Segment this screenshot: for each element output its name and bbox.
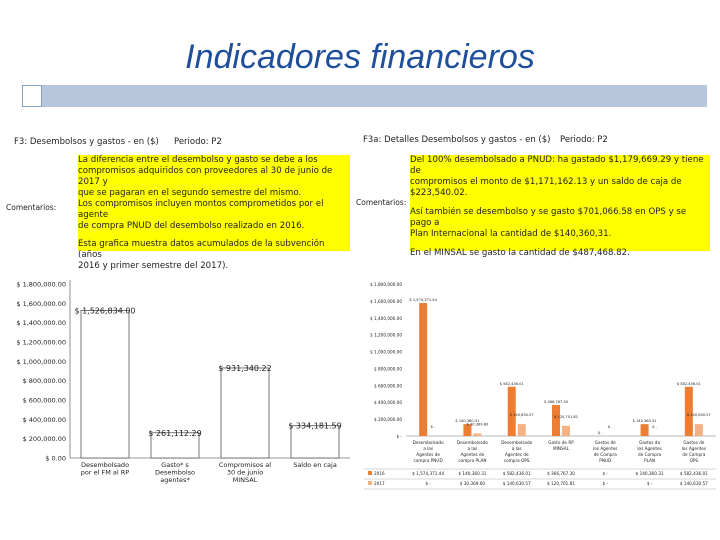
legend-swatch	[368, 471, 372, 475]
data-label: $ -	[430, 425, 436, 429]
x-tick-label: Saldo en caja	[293, 461, 337, 469]
x-tick-label: PNUD	[599, 458, 612, 463]
x-tick-label: a las	[467, 446, 478, 451]
x-tick-label: Agentes de	[504, 452, 529, 457]
left-period: Periodo: P2	[174, 137, 222, 147]
data-label: $ 261,112.29	[148, 428, 202, 438]
data-label: $ 30,369.60	[466, 422, 489, 427]
data-label: $ 931,340.22	[218, 363, 272, 373]
page-title: Indicadores financieros	[185, 38, 535, 76]
comment-line: compromisos el monto de $1,171,162.13 y un saldo de caja de	[410, 177, 682, 187]
y-tick-label: $ -	[396, 434, 402, 439]
bar	[695, 424, 703, 436]
comment-line: $223,540.02.	[410, 188, 468, 198]
x-tick-label: 30 de junio	[226, 468, 264, 477]
x-tick-label: MINSAL	[553, 446, 569, 451]
data-label: $ -	[652, 425, 657, 429]
x-tick-label: Gastos de	[683, 440, 705, 445]
x-tick-label: MINSAL	[232, 476, 258, 484]
data-label: $ 140,360.31	[632, 419, 657, 424]
bar	[473, 433, 481, 436]
comment-line: Los compromisos incluyen montos comprometidos por el agente	[78, 199, 324, 220]
bar	[685, 387, 693, 436]
table-cell: $ 120,701.81	[547, 481, 575, 486]
data-label: $ 582,436.01	[676, 381, 701, 386]
y-tick-label: $ 1,200,000.00	[370, 332, 402, 338]
data-label: $ 366,767.30	[543, 400, 569, 405]
y-tick-label: $ 1,200,000.00	[16, 338, 66, 347]
data-label: $ 140,630.57	[686, 413, 711, 418]
y-tick-label: $ 400,000.00	[22, 415, 66, 424]
y-tick-label: $ 1,600,000.00	[370, 298, 402, 304]
data-label: $ -	[607, 425, 613, 429]
y-tick-label: $ 600,000.00	[22, 396, 66, 405]
x-tick-label: Compromisos al	[218, 461, 272, 469]
y-tick-label: $ 1,800,000.00	[370, 282, 402, 287]
left-comment-box	[78, 155, 350, 271]
legend-label: 2017	[374, 481, 385, 486]
comment-line: Del 100% desembolsado a PNUD: ha gastado $1,179,669.29 y tiene de	[410, 155, 704, 176]
data-label: $ 140,630.57	[509, 413, 534, 418]
table-cell: $ 140,630.57	[502, 481, 531, 486]
data-label: $ 334,181.59	[288, 421, 342, 431]
x-tick-label: PLAN	[644, 458, 656, 463]
y-tick-label: $ 1,000,000.00	[370, 349, 402, 355]
header-square	[22, 85, 42, 107]
x-tick-label: de Compra	[638, 452, 662, 457]
comment-line	[410, 240, 710, 248]
x-tick-label: Gasto de RP	[548, 440, 574, 445]
x-tick-label: Agentes de	[416, 452, 441, 457]
y-tick-label: $ 200,000.00	[374, 417, 402, 423]
x-tick-label: OPS	[689, 458, 699, 463]
legend-label: 2016	[374, 471, 385, 476]
y-tick-label: $ 400,000.00	[374, 400, 402, 406]
y-tick-label: $ 1,000,000.00	[16, 357, 66, 366]
header-bar	[22, 85, 707, 107]
y-tick-label: $ 200,000.00	[22, 435, 66, 444]
bar	[562, 426, 570, 436]
y-tick-label: $ 800,000.00	[374, 366, 402, 372]
x-tick-label: los Agentes	[681, 446, 707, 451]
table-cell: $ 582,436.01	[679, 471, 708, 476]
right-comments-label: Comentarios:	[356, 198, 407, 207]
x-tick-label: a las	[511, 446, 522, 451]
comment-line: que se pagaran en el segundo semestre del mismo.	[78, 188, 302, 198]
x-tick-label: Desembolsado	[456, 440, 488, 445]
table-cell: $ -	[602, 471, 609, 476]
table-cell: $ 30,369.60	[459, 481, 486, 486]
x-tick-label: Desembolsado	[501, 440, 533, 445]
bar	[221, 368, 269, 458]
y-tick-label: $ 1,400,000.00	[370, 315, 402, 321]
bar	[419, 303, 427, 436]
comment-line: 2016 y primer semestre del 2017).	[78, 261, 229, 271]
comment-line: En el MINSAL se gasto la cantidad de $487,468.82.	[410, 248, 630, 258]
left-heading: F3: Desembolsos y gastos - en ($)	[14, 137, 159, 147]
x-tick-label: de Compra	[682, 452, 706, 457]
bar	[81, 310, 129, 458]
x-tick-label: los Agentes	[593, 446, 618, 451]
comment-line	[78, 232, 350, 239]
table-cell: $ 140,630.57	[679, 481, 708, 486]
comment-line: La diferencia entre el desembolso y gasto se debe a los	[78, 155, 318, 165]
x-tick-label: Agentes de	[460, 452, 485, 457]
left-comments-label: Comentarios:	[6, 203, 57, 212]
x-tick-label: compra PLAN	[458, 458, 487, 463]
x-tick-label: Desembolso	[155, 468, 195, 477]
x-tick-label: agentes*	[160, 476, 190, 484]
y-tick-label: $ 0.00	[45, 454, 66, 463]
right-bar-chart	[356, 272, 720, 502]
data-label: $ 140,360.31	[455, 419, 480, 424]
x-tick-label: de Compra	[593, 452, 617, 457]
comment-line: Plan Internacional la cantidad de $140,360,31.	[410, 229, 612, 239]
right-comment-box	[410, 155, 710, 258]
x-tick-label: Gasto* s	[161, 461, 189, 469]
table-cell: $ -	[602, 481, 609, 486]
table-cell: $ 140,360.31	[635, 471, 664, 476]
x-tick-label: Desembolsado	[80, 461, 130, 469]
y-tick-label: $ 1,600,000.00	[16, 299, 66, 308]
data-label: $ -	[597, 431, 603, 435]
y-tick-label: $ 1,400,000.00	[16, 319, 66, 328]
table-cell: $ -	[425, 481, 431, 486]
x-tick-label: los Agentes	[637, 446, 662, 451]
bar	[508, 387, 516, 436]
x-tick-label: por el FM al RP	[80, 468, 130, 477]
table-cell: $ 140,360.31	[458, 471, 487, 476]
bar	[518, 424, 526, 436]
data-label: $ 1,526,834.00	[74, 306, 136, 316]
right-heading: F3a: Detalles Desembolsos y gastos - en ($)	[363, 135, 551, 145]
data-label: $ 582,436.01	[499, 381, 524, 386]
table-cell: $ 366,767.30	[547, 471, 575, 476]
data-label: $ 1,574,371.44	[409, 298, 437, 303]
data-label: $ 120,701.81	[553, 414, 579, 419]
y-tick-label: $ 800,000.00	[22, 377, 66, 386]
table-cell: $ -	[646, 481, 653, 486]
x-tick-label: compra OPS	[503, 458, 530, 463]
table-cell: $ 1,574,371.44	[412, 471, 445, 476]
comment-line: de compra PNUD del desembolso realizado en 2016.	[78, 221, 305, 231]
bar	[641, 424, 649, 436]
legend-swatch	[368, 481, 372, 485]
comment-line: Esta grafica muestra datos acumulados de la subvención (años	[78, 239, 325, 260]
right-period: Periodo: P2	[560, 135, 608, 145]
x-tick-label: Gastos de	[594, 440, 616, 445]
table-cell: $ 582,436.01	[502, 471, 531, 476]
left-bar-chart	[0, 272, 356, 502]
comment-line	[410, 199, 710, 207]
x-tick-label: compra PNUD	[413, 458, 443, 463]
x-tick-label: Gastos de	[639, 440, 661, 445]
x-tick-label: a las	[423, 446, 434, 451]
comment-line: Así también se desembolso y se gasto $701,066.58 en OPS y se pago a	[410, 207, 687, 228]
x-tick-label: Desembolsado	[412, 440, 444, 445]
y-tick-label: $ 600,000.00	[374, 383, 402, 389]
comment-line: compromisos adquiridos con proveedores al 30 de junio de 2017 y	[78, 166, 333, 187]
y-tick-label: $ 1,800,000.00	[16, 280, 66, 289]
bar	[552, 405, 560, 436]
